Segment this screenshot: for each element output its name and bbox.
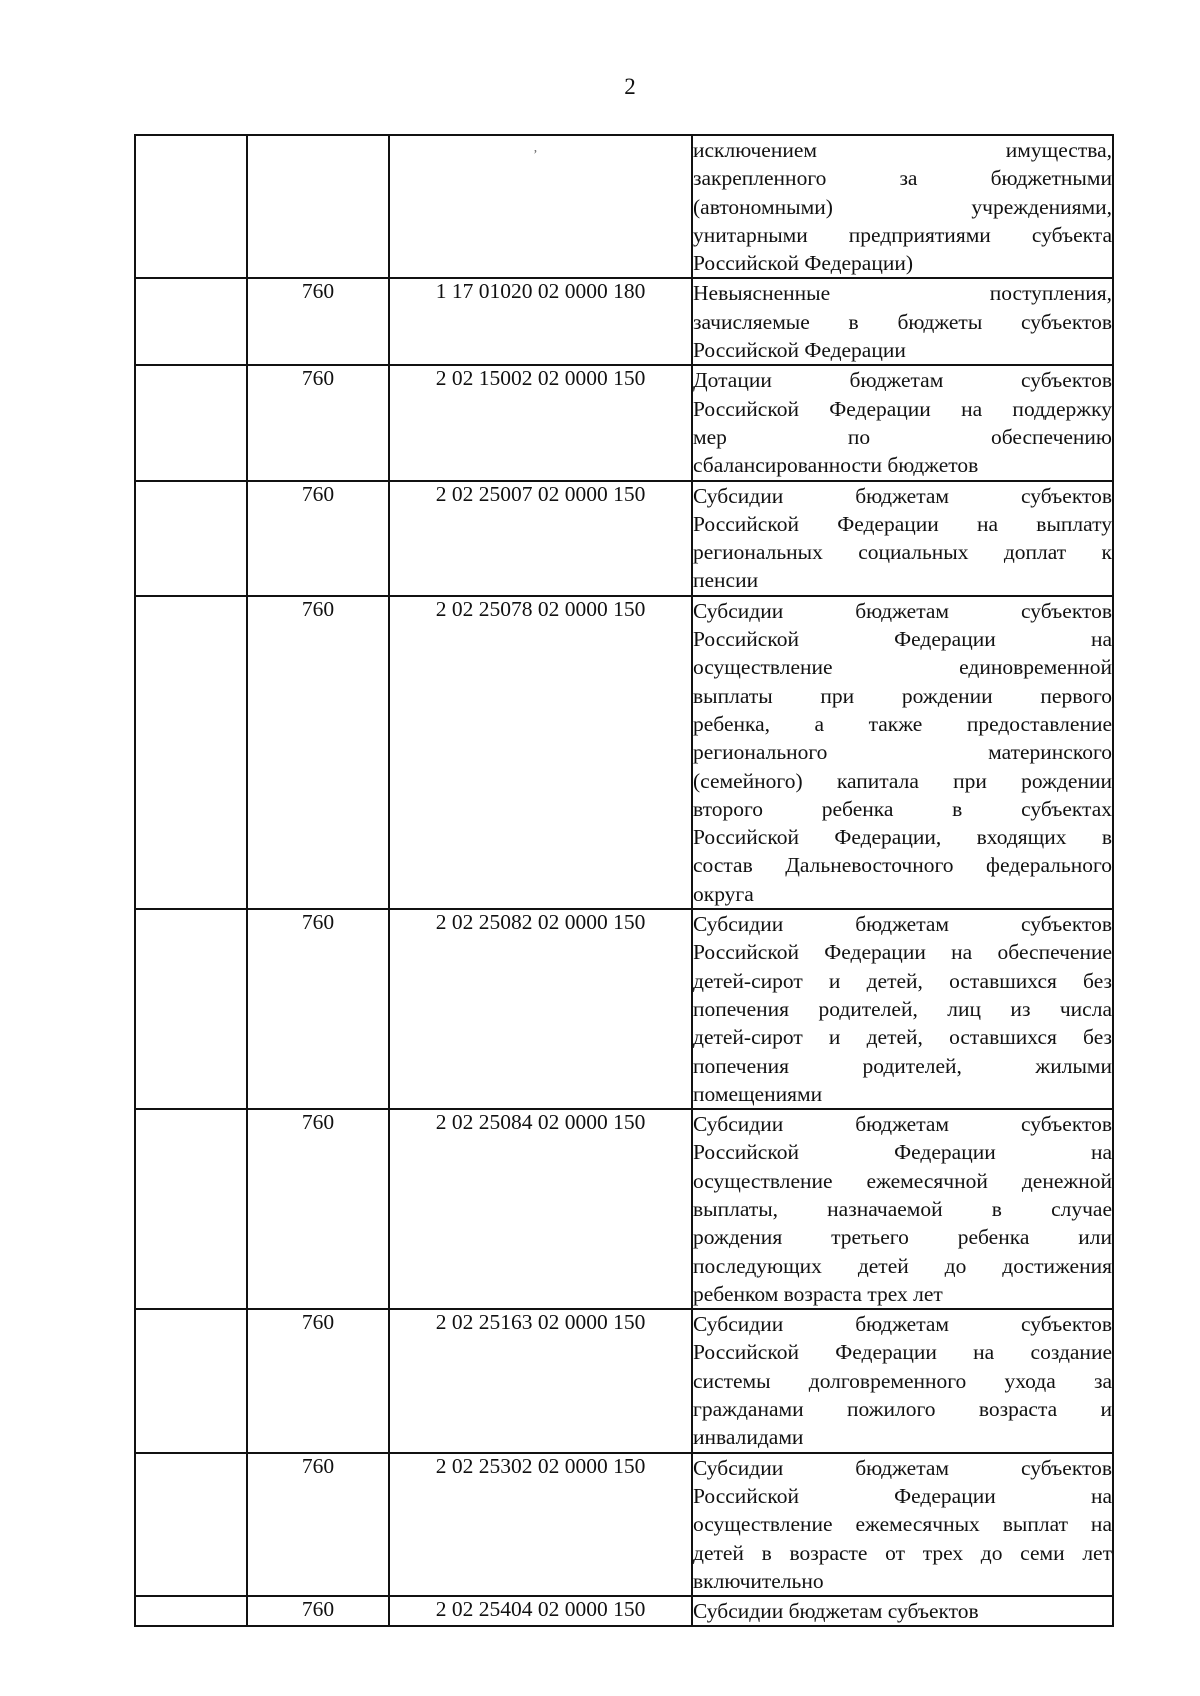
description-line: Субсидии бюджетам субъектов [693,1312,1112,1337]
description-line: Дотации бюджетам субъектов [693,368,1112,393]
cell-admin-code: 760 [247,909,389,1109]
scan-mark: ʼ [533,148,538,163]
cell-budget-code: 2 02 25302 02 0000 150 [389,1453,692,1596]
table-row [135,1596,1113,1626]
description-line: помещениями [693,1081,823,1106]
description-line: (автономными) учреждениями, [693,194,1112,219]
description-line: Невыясненные поступления, [693,281,1112,306]
cell-budget-code: 2 02 25078 02 0000 150 [389,596,692,909]
cell-description [692,1109,1113,1309]
cell-admin-code [247,135,389,278]
description-line: ребенка, а также предоставление [693,711,1112,736]
cell-budget-code: 2 02 15002 02 0000 150 [389,365,692,480]
description-line: Российской Федерации на [693,1483,1112,1508]
table-row [135,1109,1113,1309]
description-line: ребенком возраста трех лет [693,1281,943,1306]
cell-description [692,1309,1113,1452]
table-row [135,596,1113,909]
cell-empty [135,365,247,480]
cell-description [692,1453,1113,1596]
cell-admin-code: 760 [247,481,389,596]
table-row [135,909,1113,1109]
cell-description [692,481,1113,596]
description-line: регионального материнского [693,740,1112,765]
cell-admin-code: 760 [247,1309,389,1452]
description-line: сбалансированности бюджетов [693,453,979,478]
description-line: мер по обеспечению [693,424,1112,449]
cell-admin-code: 760 [247,278,389,365]
cell-admin-code: 760 [247,1596,389,1626]
cell-empty [135,1453,247,1596]
table-row [135,135,1113,278]
cell-admin-code: 760 [247,596,389,909]
table-row [135,278,1113,365]
description-line: закрепленного за бюджетными [693,166,1112,191]
description-line: исключением имущества, [693,138,1112,162]
table-row [135,1309,1113,1452]
description-line: округа [693,881,754,906]
description-line: Субсидии бюджетам субъектов [693,1599,979,1624]
table-row [135,481,1113,596]
description-line: зачисляемые в бюджеты субъектов [693,309,1112,334]
cell-admin-code: 760 [247,1453,389,1596]
description-line: попечения родителей, жилыми [693,1053,1112,1078]
cell-budget-code: 2 02 25163 02 0000 150 [389,1309,692,1452]
description-line: второго ребенка в субъектах [693,796,1112,821]
description-line: осуществление ежемесячной денежной [693,1168,1112,1193]
cell-description [692,909,1113,1109]
description-line: унитарными предприятиями субъекта [693,222,1112,247]
cell-description [692,135,1113,278]
description-line: состав Дальневосточного федерального [693,853,1112,878]
cell-description [692,278,1113,365]
description-line: детей-сирот и детей, оставшихся без [693,1025,1112,1050]
budget-codes-table [134,134,1114,1627]
description-line: осуществление ежемесячных выплат на [693,1512,1112,1537]
cell-budget-code: 2 02 25084 02 0000 150 [389,1109,692,1309]
table-row [135,1453,1113,1596]
cell-budget-code: 2 02 25007 02 0000 150 [389,481,692,596]
description-line: Российской Федерации на [693,1140,1112,1165]
cell-empty [135,481,247,596]
description-line: детей-сирот и детей, оставшихся без [693,968,1112,993]
cell-budget-code: 2 02 25082 02 0000 150 [389,909,692,1109]
cell-empty [135,135,247,278]
cell-description [692,1596,1113,1626]
description-line: Российской Федерации на создание [693,1340,1112,1365]
cell-budget-code: 1 17 01020 02 0000 180 [389,278,692,365]
description-line: осуществление единовременной [693,655,1112,680]
description-line: региональных социальных доплат к [693,540,1112,565]
description-line: выплаты, назначаемой в случае [693,1196,1112,1221]
description-line: Субсидии бюджетам субъектов [693,483,1112,508]
description-line: Российской Федерации на поддержку [693,396,1112,421]
description-line: Российской Федерации на [693,627,1112,652]
description-line: последующих детей до достижения [693,1253,1112,1278]
description-line: гражданами пожилого возраста и [693,1397,1112,1422]
description-line: Субсидии бюджетам субъектов [693,912,1112,937]
description-line: выплаты при рождении первого [693,683,1112,708]
description-line: включительно [693,1568,824,1593]
description-line: Субсидии бюджетам субъектов [693,598,1112,623]
description-line: Российской Федерации, входящих в [693,825,1112,850]
cell-empty [135,909,247,1109]
description-line: Субсидии бюджетам субъектов [693,1455,1112,1480]
description-line: Субсидии бюджетам субъектов [693,1112,1112,1137]
cell-budget-code [389,135,692,278]
cell-description [692,596,1113,909]
description-line: Российской Федерации [693,338,906,363]
cell-empty [135,278,247,365]
description-line: Российской Федерации на обеспечение [693,940,1112,965]
cell-admin-code: 760 [247,365,389,480]
table-row [135,365,1113,480]
description-line: детей в возрасте от трех до семи лет [693,1540,1112,1565]
description-line: попечения родителей, лиц из числа [693,996,1112,1021]
cell-budget-code: 2 02 25404 02 0000 150 [389,1596,692,1626]
cell-empty [135,596,247,909]
cell-empty [135,1309,247,1452]
cell-description [692,365,1113,480]
cell-empty [135,1596,247,1626]
description-line: (семейного) капитала при рождении [693,768,1112,793]
description-line: инвалидами [693,1425,804,1450]
description-line: Российской Федерации на выплату [693,511,1112,536]
description-line: рождения третьего ребенка или [693,1225,1112,1250]
table-body [135,135,1113,1626]
cell-empty [135,1109,247,1309]
description-line: системы долговременного ухода за [693,1368,1112,1393]
description-line: Российской Федерации) [693,251,914,276]
description-line: пенсии [693,568,759,593]
cell-admin-code: 760 [247,1109,389,1309]
page-number: 2 [624,74,636,99]
